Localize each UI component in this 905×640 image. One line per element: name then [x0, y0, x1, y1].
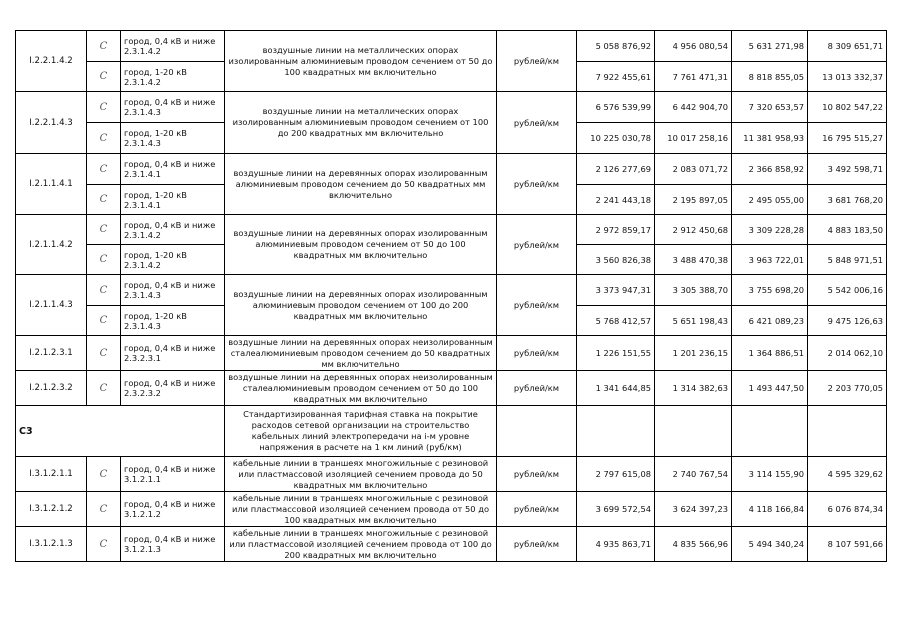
- value-cell: 1 364 886,51: [732, 336, 808, 371]
- empty-cell: [655, 406, 732, 457]
- section-row: [16, 406, 887, 457]
- symbol-c: C: [87, 154, 121, 185]
- value-cell: 2 797 615,08: [577, 457, 655, 492]
- voltage-label: город, 0,4 кВ и ниже: [124, 378, 216, 388]
- value-cell: 2 366 858,92: [732, 154, 808, 185]
- row-description: кабельные линии в траншеях многожильные с резиновой или пластмассовой изоляцией сечением провода от 50 до 100 квадратных мм включительно: [225, 492, 497, 527]
- sub-code: 2.3.2.3.1: [124, 353, 161, 363]
- value-cell: 2 014 062,10: [808, 336, 887, 371]
- value-cell: 5 768 412,57: [577, 306, 655, 336]
- value-cell: 1 314 382,63: [655, 371, 732, 406]
- section-description: Стандартизированная тарифная ставка на покрытие расходов сетевой организации на строительство кабельных линий электропередачи на i-м уровне напряжения в расчете на 1 км линий (руб/км): [225, 406, 497, 457]
- sub-code: 3.1.2.1.3: [124, 544, 161, 554]
- row-code: I.3.1.2.1.2: [16, 492, 87, 527]
- value-cell: 3 699 572,54: [577, 492, 655, 527]
- sub-code: 2.3.1.4.3: [124, 107, 161, 117]
- unit-cell: рублей/км: [497, 92, 577, 154]
- unit-cell: рублей/км: [497, 215, 577, 275]
- voltage-label: город, 1-20 кВ: [124, 310, 187, 321]
- voltage-cell: [121, 336, 225, 371]
- row-code: I.2.2.1.4.3: [16, 92, 87, 154]
- unit-cell: рублей/км: [497, 336, 577, 371]
- value-cell: 10 017 258,16: [655, 123, 732, 154]
- value-cell: 5 542 006,16: [808, 275, 887, 306]
- value-cell: 2 083 071,72: [655, 154, 732, 185]
- voltage-cell: [121, 185, 225, 215]
- value-cell: 4 595 329,62: [808, 457, 887, 492]
- table-row: [16, 457, 887, 492]
- table-row: [16, 215, 887, 245]
- value-cell: 6 576 539,99: [577, 92, 655, 123]
- symbol-c: C: [87, 457, 121, 492]
- value-cell: 3 114 155,90: [732, 457, 808, 492]
- sub-code: 2.3.1.4.1: [124, 199, 161, 210]
- voltage-cell: [121, 245, 225, 275]
- voltage-cell: [121, 62, 225, 92]
- value-cell: 9 475 126,63: [808, 306, 887, 336]
- sub-code: 3.1.2.1.2: [124, 509, 161, 519]
- row-description: воздушные линии на деревянных опорах изолированным алюминиевым проводом сечением от 50 до 100 квадратных мм включительно: [225, 215, 497, 275]
- value-cell: 2 740 767,54: [655, 457, 732, 492]
- voltage-cell: [121, 306, 225, 336]
- value-cell: 3 755 698,20: [732, 275, 808, 306]
- value-cell: 4 835 566,96: [655, 527, 732, 562]
- row-code: I.3.1.2.1.3: [16, 527, 87, 562]
- value-cell: 1 226 151,55: [577, 336, 655, 371]
- voltage-label: город, 0,4 кВ и ниже: [124, 97, 216, 107]
- symbol-c: C: [87, 62, 121, 92]
- voltage-label: город, 0,4 кВ и ниже: [124, 499, 216, 509]
- empty-cell: [808, 406, 887, 457]
- symbol-c: C: [87, 92, 121, 123]
- row-description: воздушные линии на деревянных опорах неизолированным сталеалюминиевым проводом сечением до 50 квадратных мм включительно: [225, 336, 497, 371]
- row-code: I.2.1.1.4.1: [16, 154, 87, 215]
- value-cell: 3 305 388,70: [655, 275, 732, 306]
- unit-cell: рублей/км: [497, 527, 577, 562]
- symbol-c: C: [87, 336, 121, 371]
- voltage-label: город, 0,4 кВ и ниже: [124, 280, 216, 290]
- value-cell: 6 076 874,34: [808, 492, 887, 527]
- unit-cell: рублей/км: [497, 371, 577, 406]
- table-body-overhead-lines: [16, 31, 887, 406]
- row-description: воздушные линии на деревянных опорах неизолированным сталеалюминиевым проводом сечением от 50 до 100 квадратных мм включительно: [225, 371, 497, 406]
- voltage-cell: [121, 31, 225, 62]
- value-cell: 5 494 340,24: [732, 527, 808, 562]
- symbol-c: C: [87, 492, 121, 527]
- section-label: С3: [16, 406, 225, 457]
- table-row: [16, 275, 887, 306]
- sub-code: 2.3.1.4.2: [124, 46, 161, 56]
- row-code: I.2.1.1.4.2: [16, 215, 87, 275]
- symbol-c: C: [87, 371, 121, 406]
- voltage-label: город, 1-20 кВ: [124, 66, 187, 77]
- value-cell: 2 912 450,68: [655, 215, 732, 245]
- value-cell: 7 922 455,61: [577, 62, 655, 92]
- symbol-c: C: [87, 215, 121, 245]
- symbol-c: C: [87, 527, 121, 562]
- value-cell: 2 972 859,17: [577, 215, 655, 245]
- value-cell: 2 195 897,05: [655, 185, 732, 215]
- row-description: кабельные линии в траншеях многожильные с резиновой или пластмассовой изоляцией сечением провода от 100 до 200 квадратных мм включительно: [225, 527, 497, 562]
- value-cell: 8 309 651,71: [808, 31, 887, 62]
- tariff-document: [15, 30, 887, 562]
- value-cell: 3 488 470,38: [655, 245, 732, 275]
- voltage-label: город, 0,4 кВ и ниже: [124, 159, 216, 169]
- row-description: воздушные линии на металлических опорах изолированным алюминиевым проводом сечением от 100 до 200 квадратных мм включительно: [225, 92, 497, 154]
- value-cell: 3 624 397,23: [655, 492, 732, 527]
- value-cell: 8 107 591,66: [808, 527, 887, 562]
- unit-cell: рублей/км: [497, 492, 577, 527]
- value-cell: 3 492 598,71: [808, 154, 887, 185]
- value-cell: 4 883 183,50: [808, 215, 887, 245]
- symbol-c: C: [87, 275, 121, 306]
- table-row: [16, 31, 887, 62]
- table-row: [16, 92, 887, 123]
- sub-code: 2.3.1.4.3: [124, 320, 161, 331]
- value-cell: 2 203 770,05: [808, 371, 887, 406]
- sub-code: 2.3.2.3.2: [124, 388, 161, 398]
- table-row: [16, 336, 887, 371]
- voltage-label: город, 1-20 кВ: [124, 128, 187, 138]
- voltage-label: город, 0,4 кВ и ниже: [124, 343, 216, 353]
- symbol-c: C: [87, 245, 121, 275]
- table-row: [16, 154, 887, 185]
- value-cell: 3 309 228,28: [732, 215, 808, 245]
- sub-code: 2.3.1.4.3: [124, 290, 161, 300]
- value-cell: 10 225 030,78: [577, 123, 655, 154]
- value-cell: 5 631 271,98: [732, 31, 808, 62]
- row-description: воздушные линии на деревянных опорах изолированным алюминиевым проводом сечением от 100 до 200 квадратных мм включительно: [225, 275, 497, 336]
- symbol-c: C: [87, 306, 121, 336]
- sub-code: 2.3.1.4.2: [124, 259, 161, 270]
- sub-code: 3.1.2.1.1: [124, 474, 161, 484]
- value-cell: 3 373 947,31: [577, 275, 655, 306]
- value-cell: 16 795 515,27: [808, 123, 887, 154]
- empty-cell: [732, 406, 808, 457]
- row-code: I.2.2.1.4.2: [16, 31, 87, 92]
- value-cell: 4 935 863,71: [577, 527, 655, 562]
- tariff-table: [15, 30, 887, 562]
- symbol-c: C: [87, 123, 121, 154]
- table-row: [16, 492, 887, 527]
- value-cell: 11 381 958,93: [732, 123, 808, 154]
- value-cell: 6 421 089,23: [732, 306, 808, 336]
- voltage-cell: [121, 492, 225, 527]
- table-row: [16, 371, 887, 406]
- row-description: кабельные линии в траншеях многожильные с резиновой или пластмассовой изоляцией сечением провода до 50 квадратных мм включительно: [225, 457, 497, 492]
- table-body-section: [16, 406, 887, 457]
- unit-cell: рублей/км: [497, 457, 577, 492]
- value-cell: 13 013 332,37: [808, 62, 887, 92]
- unit-cell: рублей/км: [497, 275, 577, 336]
- value-cell: 3 681 768,20: [808, 185, 887, 215]
- value-cell: 7 761 471,31: [655, 62, 732, 92]
- value-cell: 5 058 876,92: [577, 31, 655, 62]
- voltage-cell: [121, 527, 225, 562]
- row-code: I.2.1.2.3.1: [16, 336, 87, 371]
- voltage-cell: [121, 457, 225, 492]
- voltage-label: город, 1-20 кВ: [124, 249, 187, 260]
- voltage-label: город, 1-20 кВ: [124, 189, 187, 200]
- table-body-cable-lines: [16, 457, 887, 562]
- value-cell: 8 818 855,05: [732, 62, 808, 92]
- voltage-cell: [121, 215, 225, 245]
- empty-cell: [497, 406, 577, 457]
- value-cell: 1 493 447,50: [732, 371, 808, 406]
- value-cell: 2 241 443,18: [577, 185, 655, 215]
- value-cell: 10 802 547,22: [808, 92, 887, 123]
- value-cell: 1 341 644,85: [577, 371, 655, 406]
- value-cell: 5 848 971,51: [808, 245, 887, 275]
- sub-code: 2.3.1.4.1: [124, 169, 161, 179]
- row-description: воздушные линии на деревянных опорах изолированным алюминиевым проводом сечением до 50 квадратных мм включительно: [225, 154, 497, 215]
- row-code: I.2.1.2.3.2: [16, 371, 87, 406]
- voltage-cell: [121, 371, 225, 406]
- value-cell: 2 126 277,69: [577, 154, 655, 185]
- value-cell: 4 956 080,54: [655, 31, 732, 62]
- voltage-label: город, 0,4 кВ и ниже: [124, 464, 216, 474]
- voltage-label: город, 0,4 кВ и ниже: [124, 36, 216, 46]
- voltage-label: город, 0,4 кВ и ниже: [124, 219, 216, 230]
- value-cell: 7 320 653,57: [732, 92, 808, 123]
- symbol-c: C: [87, 185, 121, 215]
- value-cell: 1 201 236,15: [655, 336, 732, 371]
- row-code: I.2.1.1.4.3: [16, 275, 87, 336]
- value-cell: 4 118 166,84: [732, 492, 808, 527]
- voltage-cell: [121, 92, 225, 123]
- sub-code: 2.3.1.4.2: [124, 229, 161, 240]
- sub-code: 2.3.1.4.2: [124, 76, 161, 87]
- unit-cell: рублей/км: [497, 154, 577, 215]
- voltage-cell: [121, 123, 225, 154]
- voltage-cell: [121, 154, 225, 185]
- value-cell: 6 442 904,70: [655, 92, 732, 123]
- value-cell: 2 495 055,00: [732, 185, 808, 215]
- voltage-label: город, 0,4 кВ и ниже: [124, 534, 216, 544]
- row-description: воздушные линии на металлических опорах изолированным алюминиевым проводом сечением от 50 до 100 квадратных мм включительно: [225, 31, 497, 92]
- empty-cell: [577, 406, 655, 457]
- voltage-cell: [121, 275, 225, 306]
- unit-cell: рублей/км: [497, 31, 577, 92]
- value-cell: 3 560 826,38: [577, 245, 655, 275]
- value-cell: 3 963 722,01: [732, 245, 808, 275]
- value-cell: 5 651 198,43: [655, 306, 732, 336]
- sub-code: 2.3.1.4.3: [124, 138, 161, 148]
- symbol-c: C: [87, 31, 121, 62]
- row-code: I.3.1.2.1.1: [16, 457, 87, 492]
- table-row: [16, 527, 887, 562]
